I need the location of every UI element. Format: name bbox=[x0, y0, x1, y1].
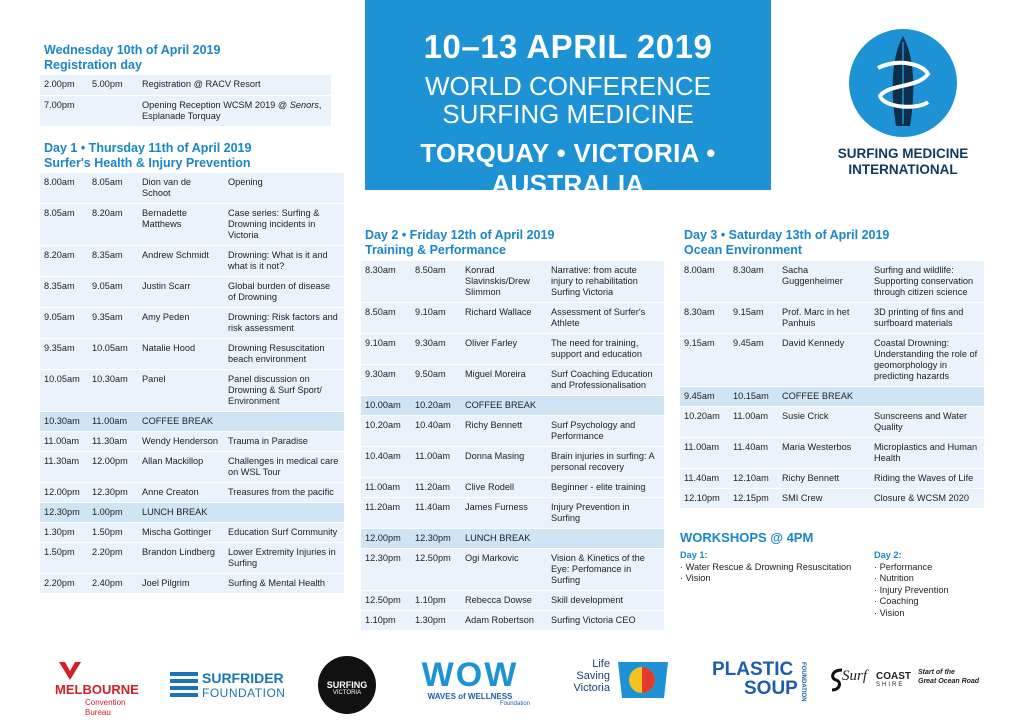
speaker-name: David Kennedy bbox=[782, 338, 845, 348]
table-row bbox=[40, 246, 344, 277]
table-row bbox=[680, 303, 984, 334]
list-item: · Performance bbox=[874, 561, 933, 572]
session-topic: Trauma in Paradise bbox=[228, 436, 308, 446]
start-time: 11.00am bbox=[44, 436, 80, 446]
end-time: 1.10pm bbox=[415, 595, 446, 605]
speaker-name: Anne Creaton bbox=[142, 487, 199, 497]
session-topic: Opening bbox=[228, 177, 263, 187]
end-time: 9.50am bbox=[415, 369, 446, 379]
start-time: 10.40am bbox=[365, 451, 401, 461]
start-time: 8.50am bbox=[365, 307, 396, 317]
day3-title: Day 3 • Saturday 13th of April 2019 bbox=[684, 228, 890, 242]
session-topic: Surfing & Mental Health bbox=[228, 578, 326, 588]
speaker-name: Susie Crick bbox=[782, 411, 829, 421]
start-time: 12.30pm bbox=[365, 553, 401, 563]
session-topic: Sunscreens and Water Quality bbox=[874, 411, 968, 432]
session-topic: Skill development bbox=[551, 595, 624, 605]
melbourne-line2: Bureau bbox=[85, 708, 111, 717]
break-label: COFFEE BREAK bbox=[782, 391, 853, 401]
lsv-line2: Saving bbox=[576, 670, 610, 682]
start-time: 9.30am bbox=[365, 369, 396, 379]
speaker-name: Richy Bennett bbox=[465, 420, 523, 430]
session-topic: Narrative: from acute injury to rehabilitation Surfing Victoria bbox=[551, 265, 638, 297]
table-row bbox=[680, 489, 984, 509]
table-row bbox=[40, 523, 344, 543]
start-time: 12.00pm bbox=[365, 533, 401, 543]
end-time: 1.30pm bbox=[415, 615, 446, 625]
speaker-name: Richy Bennett bbox=[782, 473, 840, 483]
end-time: 8.50am bbox=[415, 265, 446, 275]
speaker-name: Ogi Markovic bbox=[465, 553, 519, 563]
session-topic: Surf Coaching Education and Professionalisation bbox=[551, 369, 653, 390]
end-time: 11.20am bbox=[415, 482, 451, 492]
end-time: 12.30pm bbox=[415, 533, 451, 543]
melbourne-line1: Convention bbox=[85, 698, 126, 707]
session-topic: Coastal Drowning: Understanding the role of geomorphology in predicting hazards bbox=[874, 338, 978, 381]
end-time: 9.30am bbox=[415, 338, 446, 348]
start-time: 9.10am bbox=[365, 338, 396, 348]
speaker-name: Natalie Hood bbox=[142, 343, 196, 353]
surfing-victoria-line2: VICTORIA bbox=[332, 690, 362, 696]
end-time: 10.40am bbox=[415, 420, 451, 430]
session-topic: Riding the Waves of Life bbox=[874, 473, 974, 483]
table-row bbox=[40, 173, 344, 204]
speaker-name: Prof. Marc in het Panhuis bbox=[782, 307, 850, 328]
wed-table bbox=[40, 75, 331, 127]
start-time: 9.05am bbox=[44, 312, 75, 322]
end-time: 9.45am bbox=[733, 338, 764, 348]
event-text: Opening Reception WCSM 2019 @ Senors, Esplanade Torquay bbox=[142, 100, 322, 121]
workshops-day2 bbox=[874, 550, 949, 619]
start-time: 2.00pm bbox=[44, 79, 75, 89]
end-time: 9.35am bbox=[92, 312, 123, 322]
table-row bbox=[40, 543, 344, 574]
end-time: 11.00am bbox=[415, 451, 451, 461]
table-row bbox=[40, 412, 344, 432]
speaker-name: Maria Westerbos bbox=[782, 442, 852, 452]
day1-table bbox=[40, 173, 344, 594]
conference-title-line2: SURFING MEDICINE bbox=[442, 99, 694, 129]
workshops-day2-label: Day 2: bbox=[874, 550, 902, 560]
end-time: 8.35am bbox=[92, 250, 123, 260]
tagline-line2: Great Ocean Road bbox=[918, 678, 980, 685]
conference-title-line1: WORLD CONFERENCE bbox=[424, 71, 711, 101]
start-time: 12.10pm bbox=[684, 493, 720, 503]
tagline-line1: Start of the bbox=[918, 669, 955, 676]
conference-location: TORQUAY • VICTORIA • AUSTRALIA bbox=[420, 138, 716, 199]
table-row bbox=[361, 591, 664, 611]
end-time: 12.10am bbox=[733, 473, 769, 483]
start-time: 8.00am bbox=[44, 177, 75, 187]
lifesaver-flag-icon bbox=[614, 658, 672, 702]
wed-subtitle: Registration day bbox=[44, 58, 142, 72]
table-row bbox=[40, 452, 344, 483]
session-topic: Drowning Resuscitation beach environment bbox=[228, 343, 325, 364]
start-time: 2.20pm bbox=[44, 578, 75, 588]
session-topic: Surfing Victoria CEO bbox=[551, 615, 636, 625]
start-time: 10.30am bbox=[44, 416, 80, 426]
start-time: 7.00pm bbox=[44, 100, 75, 110]
start-time: 1.50pm bbox=[44, 547, 75, 557]
list-item: · Coaching bbox=[874, 596, 919, 606]
workshops-title: WORKSHOPS @ 4PM bbox=[680, 530, 814, 545]
table-row bbox=[361, 611, 664, 631]
session-topic: Drowning: What is it and what is it not? bbox=[228, 250, 328, 271]
session-topic: Drowning: Risk factors and risk assessment bbox=[228, 312, 338, 333]
table-row bbox=[40, 370, 344, 412]
end-time: 9.15am bbox=[733, 307, 764, 317]
day3-subtitle: Ocean Environment bbox=[684, 243, 803, 257]
surfing-victoria-logo bbox=[318, 656, 376, 714]
start-time: 8.20am bbox=[44, 250, 75, 260]
speaker-name: Sacha Guggenheimer bbox=[782, 265, 843, 286]
table-row bbox=[361, 303, 664, 334]
plastic-soup-logo bbox=[712, 659, 812, 702]
speaker-name: James Furness bbox=[465, 502, 528, 512]
plastic-line1: PLASTIC bbox=[712, 659, 794, 680]
end-time: 1.50pm bbox=[92, 527, 123, 537]
day1-header bbox=[44, 141, 251, 171]
conference-banner bbox=[365, 0, 771, 199]
event-text: Registration @ RACV Resort bbox=[142, 79, 261, 89]
start-time: 12.00pm bbox=[44, 487, 80, 497]
session-topic: Surfing and wildlife: Supporting conservation through citizen science bbox=[874, 265, 974, 297]
session-topic: Beginner - elite training bbox=[551, 482, 646, 492]
session-topic: Case series: Surfing & Drowning incidents in Victoria bbox=[228, 208, 320, 240]
start-time: 12.30pm bbox=[44, 507, 80, 517]
start-time: 10.05am bbox=[44, 374, 80, 384]
melbourne-name: MELBOURNE bbox=[55, 682, 139, 697]
table-row bbox=[40, 483, 344, 503]
session-topic: Education Surf Community bbox=[228, 527, 338, 537]
wed-title: Wednesday 10th of April 2019 bbox=[44, 43, 221, 57]
start-time: 11.00am bbox=[684, 442, 720, 452]
table-row bbox=[361, 447, 664, 478]
session-topic: The need for training, support and education bbox=[551, 338, 642, 359]
table-row bbox=[361, 549, 664, 591]
wow-line2: Foundation bbox=[499, 701, 530, 707]
end-time: 11.00am bbox=[92, 416, 128, 426]
day1-title: Day 1 • Thursday 11th of April 2019 bbox=[44, 141, 252, 155]
speaker-name: Andrew Schmidt bbox=[142, 250, 209, 260]
start-time: 10.00am bbox=[365, 400, 401, 410]
speaker-name: Brandon Lindberg bbox=[142, 547, 216, 557]
table-row bbox=[680, 387, 984, 407]
wow-logo bbox=[410, 658, 530, 707]
speaker-name: Adam Robertson bbox=[465, 615, 534, 625]
end-time: 11.40am bbox=[733, 442, 769, 452]
start-time: 9.45am bbox=[684, 391, 715, 401]
end-time: 10.20am bbox=[415, 400, 451, 410]
surfrider-line1: SURFRIDER bbox=[202, 670, 284, 686]
table-row bbox=[361, 498, 664, 529]
smi-logo bbox=[818, 28, 988, 188]
start-time: 9.15am bbox=[684, 338, 715, 348]
session-topic: Challenges in medical care on WSL Tour bbox=[228, 456, 339, 477]
end-time: 11.00am bbox=[733, 411, 769, 421]
start-time: 8.30am bbox=[684, 307, 715, 317]
table-row bbox=[40, 96, 331, 127]
day2-header bbox=[365, 228, 554, 258]
session-topic: Treasures from the pacific bbox=[228, 487, 334, 497]
session-topic: Brain injuries in surfing: A personal recovery bbox=[551, 451, 655, 472]
surfboard-logo-icon bbox=[848, 28, 958, 138]
table-row bbox=[361, 529, 664, 549]
session-topic: Vision & Kinetics of the Eye: Perfomance in Surfing bbox=[551, 553, 645, 585]
speaker-name: Rebecca Dowse bbox=[465, 595, 532, 605]
speaker-name: Clive Rodell bbox=[465, 482, 515, 492]
start-time: 1.10pm bbox=[365, 615, 396, 625]
wow-line1: WAVES of WELLNESS bbox=[427, 692, 513, 701]
table-row bbox=[680, 438, 984, 469]
table-row bbox=[361, 365, 664, 396]
table-row bbox=[40, 277, 344, 308]
session-topic: Lower Extremity Injuries in Surfing bbox=[228, 547, 336, 568]
day2-title: Day 2 • Friday 12th of April 2019 bbox=[365, 228, 555, 242]
speaker-name: Dion van de Schoot bbox=[142, 177, 192, 198]
end-time: 2.40pm bbox=[92, 578, 123, 588]
end-time: 10.15am bbox=[733, 391, 769, 401]
end-time: 12.00pm bbox=[92, 456, 128, 466]
speaker-name: Oliver Farley bbox=[465, 338, 518, 348]
workshops-day1-label: Day 1: bbox=[680, 550, 708, 560]
table-row bbox=[40, 339, 344, 370]
table-row bbox=[361, 416, 664, 447]
coast-word: COAST bbox=[876, 671, 911, 682]
smi-logo-line2: INTERNATIONAL bbox=[848, 162, 958, 177]
session-topic: Microplastics and Human Health bbox=[874, 442, 978, 463]
workshops-day1 bbox=[680, 550, 851, 585]
start-time: 8.35am bbox=[44, 281, 75, 291]
session-topic: 3D printing of fins and surfboard materials bbox=[874, 307, 964, 328]
start-time: 10.20am bbox=[365, 420, 401, 430]
session-topic: Closure & WCSM 2020 bbox=[874, 493, 969, 503]
day3-header bbox=[684, 228, 889, 258]
speaker-name: Justin Scarr bbox=[142, 281, 191, 291]
start-time: 11.20am bbox=[365, 502, 401, 512]
start-time: 8.05am bbox=[44, 208, 75, 218]
table-row bbox=[40, 574, 344, 594]
end-time: 10.30am bbox=[92, 374, 128, 384]
list-item: · Vision bbox=[680, 573, 711, 583]
session-topic: Surf Psychology and Performance bbox=[551, 420, 636, 441]
table-row bbox=[40, 308, 344, 339]
speaker-name: Bernadette Matthews bbox=[142, 208, 187, 229]
session-topic: Global burden of disease of Drowning bbox=[228, 281, 331, 302]
speaker-name: Wendy Henderson bbox=[142, 436, 218, 446]
surfrider-line2: FOUNDATION bbox=[202, 686, 286, 700]
end-time: 8.05am bbox=[92, 177, 123, 187]
speaker-name: Joel Pilgrim bbox=[142, 578, 190, 588]
end-time: 8.20am bbox=[92, 208, 123, 218]
table-row bbox=[40, 204, 344, 246]
end-time: 11.40am bbox=[415, 502, 451, 512]
table-row bbox=[361, 396, 664, 416]
surfing-victoria-line1: SURFING bbox=[326, 680, 368, 690]
list-item: · Water Rescue & Drowning Resuscitation bbox=[680, 561, 852, 572]
shire-word: SHIRE bbox=[876, 682, 905, 688]
wave-stripes-icon bbox=[170, 670, 198, 698]
day2-subtitle: Training & Performance bbox=[365, 243, 507, 257]
end-time: 8.30am bbox=[733, 265, 764, 275]
break-label: COFFEE BREAK bbox=[465, 400, 536, 410]
start-time: 12.50pm bbox=[365, 595, 401, 605]
table-row bbox=[40, 75, 331, 96]
sponsor-logos bbox=[0, 648, 1024, 724]
session-topic: Injury Prevention in Surfing bbox=[551, 502, 630, 523]
speaker-name: Amy Peden bbox=[142, 312, 190, 322]
start-time: 9.35am bbox=[44, 343, 75, 353]
speaker-name: Konrad Slavinskis/Drew Slimmon bbox=[465, 265, 530, 297]
list-item: · Nutrition bbox=[874, 573, 914, 583]
speaker-name: Donna Masing bbox=[465, 451, 525, 461]
start-time: 11.40am bbox=[684, 473, 720, 483]
speaker-name: SMI Crew bbox=[782, 493, 823, 503]
end-time: 12.50pm bbox=[415, 553, 451, 563]
speaker-name: Allan Mackillop bbox=[142, 456, 204, 466]
plastic-line2: SOUP bbox=[744, 678, 798, 699]
break-label: LUNCH BREAK bbox=[465, 533, 531, 543]
wow-name: WOW bbox=[421, 656, 519, 694]
table-row bbox=[40, 503, 344, 523]
end-time: 10.05am bbox=[92, 343, 128, 353]
lsv-line3: Victoria bbox=[573, 682, 610, 694]
break-label: LUNCH BREAK bbox=[142, 507, 208, 517]
session-topic: Panel discussion on Drowning & Surf Sport/ Environment bbox=[228, 374, 322, 406]
speaker-name: Richard Wallace bbox=[465, 307, 532, 317]
lsv-line1: Life bbox=[592, 658, 610, 670]
table-row bbox=[361, 334, 664, 365]
end-time: 12.30pm bbox=[92, 487, 128, 497]
start-time: 1.30pm bbox=[44, 527, 75, 537]
session-topic: Assessment of Surfer's Athlete bbox=[551, 307, 646, 328]
end-time: 1.00pm bbox=[92, 507, 123, 517]
day3-table bbox=[680, 261, 984, 509]
list-item: · Injury Prevention bbox=[874, 584, 949, 595]
table-row bbox=[40, 432, 344, 452]
start-time: 11.30am bbox=[44, 456, 80, 466]
table-row bbox=[361, 478, 664, 498]
end-time: 2.20pm bbox=[92, 547, 123, 557]
end-time: 5.00pm bbox=[92, 79, 123, 89]
table-row bbox=[361, 261, 664, 303]
end-time: 9.10am bbox=[415, 307, 446, 317]
speaker-name: Panel bbox=[142, 374, 166, 384]
end-time: 9.05am bbox=[92, 281, 123, 291]
end-time: 11.30am bbox=[92, 436, 128, 446]
start-time: 11.00am bbox=[365, 482, 401, 492]
start-time: 8.00am bbox=[684, 265, 715, 275]
list-item: · Vision bbox=[874, 607, 905, 618]
surf-word: Surf bbox=[842, 668, 868, 684]
table-row bbox=[680, 469, 984, 489]
wed-header bbox=[44, 43, 220, 73]
speaker-name: Mischa Gottinger bbox=[142, 527, 212, 537]
start-time: 10.20am bbox=[684, 411, 720, 421]
start-time: 8.30am bbox=[365, 265, 396, 275]
conference-dates: 10–13 APRIL 2019 bbox=[423, 28, 713, 65]
speaker-name: Miguel Moreira bbox=[465, 369, 526, 379]
victoria-v-icon bbox=[59, 662, 81, 680]
break-label: COFFEE BREAK bbox=[142, 416, 213, 426]
day1-subtitle: Surfer's Health & Injury Prevention bbox=[44, 156, 251, 170]
end-time: 12.15pm bbox=[733, 493, 769, 503]
table-row bbox=[680, 334, 984, 387]
smi-logo-line1: SURFING MEDICINE bbox=[837, 146, 969, 161]
plastic-side: FOUNDATION bbox=[800, 662, 806, 702]
table-row bbox=[680, 407, 984, 438]
table-row bbox=[680, 261, 984, 303]
day2-table bbox=[361, 261, 664, 631]
